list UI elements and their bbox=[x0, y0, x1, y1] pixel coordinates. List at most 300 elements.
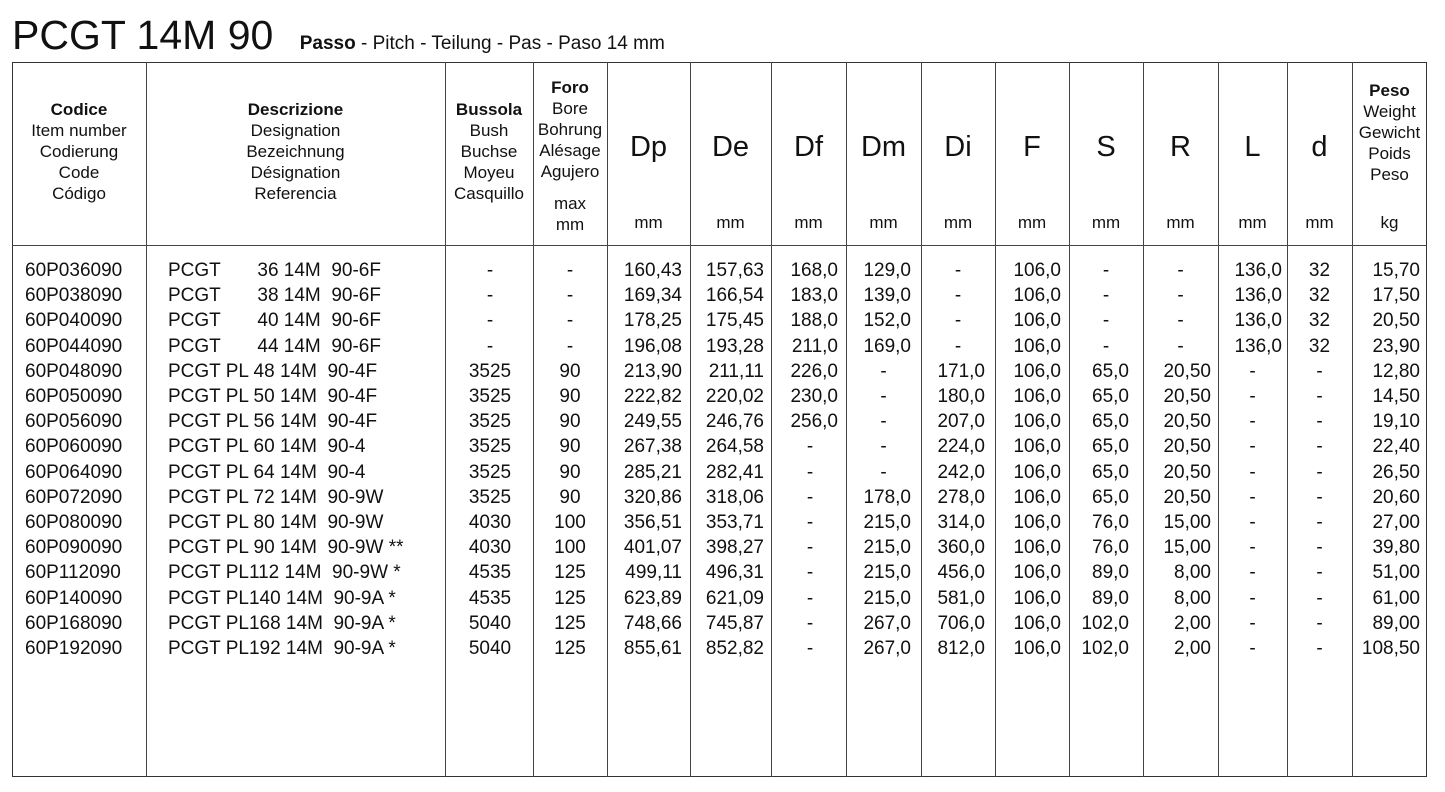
header-desc-line: Descrizione bbox=[247, 100, 344, 119]
cell-dp: 356,51 bbox=[623, 512, 682, 533]
cell-bush: - bbox=[486, 310, 494, 332]
cell-code: 60P072090 bbox=[25, 486, 123, 508]
header-weight bbox=[1352, 62, 1427, 245]
cell-d: - bbox=[1316, 537, 1323, 559]
cell-w: 26,50 bbox=[1372, 461, 1420, 483]
header-bush bbox=[445, 62, 533, 245]
cell-desc: PCGT 38 14M 90-6F bbox=[168, 285, 381, 307]
cell-l: - bbox=[1249, 436, 1256, 458]
header-de bbox=[690, 62, 771, 245]
cell-r: 20,50 bbox=[1163, 461, 1211, 483]
cell-bore: 125 bbox=[554, 587, 586, 609]
cell-df: 168,0 bbox=[790, 260, 838, 281]
cell-r: - bbox=[1177, 335, 1184, 357]
cell-dp: 249,55 bbox=[623, 411, 682, 433]
cell-f: 106,0 bbox=[1013, 360, 1061, 382]
cell-de: 211,11 bbox=[708, 360, 764, 382]
cell-dp: 320,86 bbox=[623, 486, 682, 508]
cell-di: 812,0 bbox=[937, 638, 985, 659]
table-row bbox=[0, 359, 1445, 384]
header-code-line: Code bbox=[58, 163, 100, 182]
cell-bush: 3525 bbox=[468, 436, 512, 458]
header-symbol: d bbox=[1311, 131, 1328, 163]
header-symbol: Di bbox=[944, 131, 972, 163]
cell-de: 264,58 bbox=[705, 436, 764, 458]
cell-df: 183,0 bbox=[790, 285, 838, 307]
cell-l: 136,0 bbox=[1234, 285, 1282, 307]
cell-di: 242,0 bbox=[937, 461, 985, 483]
cell-d: - bbox=[1316, 461, 1323, 483]
cell-w: 27,00 bbox=[1372, 512, 1420, 533]
cell-w: 14,50 bbox=[1372, 386, 1420, 407]
table-row bbox=[0, 384, 1445, 409]
cell-f: 106,0 bbox=[1013, 537, 1061, 559]
header-d bbox=[1287, 62, 1352, 245]
cell-l: 136,0 bbox=[1234, 335, 1282, 357]
cell-s: 65,0 bbox=[1092, 411, 1129, 433]
cell-code: 60P168090 bbox=[25, 612, 123, 634]
cell-di: - bbox=[954, 310, 962, 332]
cell-df: - bbox=[806, 587, 814, 609]
header-bore-line: Bohrung bbox=[537, 120, 603, 139]
cell-r: - bbox=[1177, 260, 1184, 281]
cell-bush: 5040 bbox=[468, 638, 512, 659]
header-symbol: De bbox=[711, 131, 750, 163]
cell-bore: - bbox=[566, 310, 574, 332]
cell-bush: 5040 bbox=[468, 612, 512, 634]
header-code-line: Item number bbox=[31, 121, 127, 140]
cell-df: 211,0 bbox=[791, 335, 838, 357]
table-row bbox=[0, 283, 1445, 308]
cell-code: 60P048090 bbox=[25, 360, 123, 382]
header-unit: mm bbox=[1305, 213, 1334, 232]
header-bore-line: Agujero bbox=[540, 162, 600, 181]
header-code bbox=[12, 62, 146, 245]
cell-dm: 215,0 bbox=[863, 587, 911, 609]
header-bush-line: Moyeu bbox=[463, 163, 515, 182]
cell-w: 19,10 bbox=[1372, 411, 1420, 433]
header-bore bbox=[533, 62, 607, 245]
cell-de: 318,06 bbox=[705, 486, 764, 508]
title-row bbox=[12, 10, 665, 60]
cell-d: - bbox=[1316, 436, 1323, 458]
cell-dm: - bbox=[880, 386, 887, 407]
header-symbol: F bbox=[1023, 131, 1041, 163]
cell-desc: PCGT PL 64 14M 90-4 bbox=[168, 461, 366, 483]
table-row bbox=[0, 510, 1445, 535]
header-desc-line: Désignation bbox=[250, 163, 341, 182]
cell-de: 745,87 bbox=[705, 612, 764, 634]
cell-w: 51,00 bbox=[1372, 562, 1420, 584]
cell-r: 20,50 bbox=[1163, 486, 1211, 508]
header-unit: mm bbox=[634, 213, 663, 232]
cell-bush: 3525 bbox=[468, 360, 512, 382]
cell-bore: 100 bbox=[554, 537, 586, 559]
header-dm bbox=[846, 62, 921, 245]
cell-df: 188,0 bbox=[790, 310, 838, 332]
cell-di: 456,0 bbox=[937, 562, 985, 584]
cell-r: 20,50 bbox=[1163, 386, 1211, 407]
cell-desc: PCGT PL 72 14M 90-9W bbox=[168, 486, 384, 508]
header-unit: mm bbox=[943, 213, 973, 232]
cell-l: - bbox=[1249, 537, 1256, 559]
cell-dp: 169,34 bbox=[623, 285, 682, 307]
cell-bore: 90 bbox=[559, 486, 581, 508]
cell-d: - bbox=[1316, 512, 1323, 533]
cell-bush: 3525 bbox=[468, 486, 512, 508]
cell-de: 246,76 bbox=[705, 411, 764, 433]
cell-code: 60P090090 bbox=[25, 537, 123, 559]
header-unit: mm bbox=[1166, 213, 1195, 232]
cell-r: 20,50 bbox=[1163, 360, 1211, 382]
header-desc-line: Bezeichnung bbox=[246, 142, 345, 161]
cell-w: 17,50 bbox=[1372, 285, 1420, 307]
header-desc-line: Designation bbox=[250, 121, 341, 140]
header-bush-line: Casquillo bbox=[454, 184, 524, 203]
header-bore-line: Alésage bbox=[539, 141, 601, 160]
cell-w: 39,80 bbox=[1372, 537, 1420, 559]
cell-r: 8,00 bbox=[1174, 562, 1211, 584]
cell-f: 106,0 bbox=[1013, 512, 1061, 533]
cell-w: 20,50 bbox=[1372, 310, 1420, 332]
cell-bush: - bbox=[486, 335, 494, 357]
cell-de: 166,54 bbox=[705, 285, 764, 307]
cell-df: - bbox=[806, 436, 814, 458]
header-bush-line: Buchse bbox=[460, 142, 518, 161]
header-dp bbox=[607, 62, 690, 245]
header-description bbox=[146, 62, 445, 245]
header-bore-unit: max bbox=[553, 194, 587, 213]
cell-desc: PCGT 40 14M 90-6F bbox=[168, 310, 381, 332]
cell-d: 32 bbox=[1308, 310, 1331, 332]
cell-bush: 3525 bbox=[468, 386, 512, 407]
header-bush-line: Bush bbox=[469, 121, 509, 140]
header-unit: mm bbox=[1091, 213, 1121, 232]
cell-bore: 90 bbox=[559, 386, 581, 407]
cell-de: 282,41 bbox=[705, 461, 764, 483]
cell-dm: 267,0 bbox=[863, 612, 911, 634]
header-l bbox=[1218, 62, 1287, 245]
table-row bbox=[0, 460, 1445, 485]
table-row bbox=[0, 535, 1445, 560]
cell-w: 15,70 bbox=[1372, 260, 1420, 281]
cell-s: - bbox=[1102, 285, 1110, 307]
cell-s: - bbox=[1102, 310, 1110, 332]
cell-bush: 3525 bbox=[468, 411, 512, 433]
cell-s: 65,0 bbox=[1092, 486, 1129, 508]
cell-desc: PCGT PL 60 14M 90-4 bbox=[168, 436, 366, 458]
cell-bore: 125 bbox=[554, 562, 586, 584]
cell-bore: - bbox=[566, 285, 574, 307]
cell-dp: 196,08 bbox=[623, 335, 682, 357]
cell-f: 106,0 bbox=[1013, 461, 1061, 483]
cell-s: 65,0 bbox=[1092, 436, 1129, 458]
cell-df: - bbox=[806, 512, 814, 533]
cell-code: 60P060090 bbox=[25, 436, 123, 458]
cell-code: 60P064090 bbox=[25, 461, 123, 483]
pitch-label-bold: Passo bbox=[299, 33, 356, 54]
cell-dm: 215,0 bbox=[863, 537, 911, 559]
cell-di: 278,0 bbox=[937, 486, 985, 508]
header-di bbox=[921, 62, 995, 245]
table-row bbox=[0, 434, 1445, 459]
cell-de: 496,31 bbox=[705, 562, 764, 584]
cell-bore: 90 bbox=[559, 436, 581, 458]
header-weight-line: Poids bbox=[1368, 144, 1411, 163]
cell-s: 89,0 bbox=[1092, 562, 1129, 584]
cell-de: 193,28 bbox=[705, 335, 764, 357]
header-unit: mm bbox=[794, 213, 823, 232]
cell-dp: 222,82 bbox=[623, 386, 682, 407]
cell-de: 157,63 bbox=[705, 260, 764, 281]
cell-code: 60P038090 bbox=[25, 285, 123, 307]
cell-code: 60P040090 bbox=[25, 310, 123, 332]
cell-bush: 4535 bbox=[468, 587, 512, 609]
cell-bore: 90 bbox=[559, 360, 581, 382]
cell-dp: 267,38 bbox=[623, 436, 682, 458]
cell-dp: 855,61 bbox=[623, 638, 682, 659]
cell-w: 20,60 bbox=[1372, 486, 1420, 508]
cell-code: 60P192090 bbox=[25, 638, 123, 659]
cell-l: - bbox=[1249, 386, 1256, 407]
cell-dp: 285,21 bbox=[623, 461, 682, 483]
cell-dm: - bbox=[880, 461, 887, 483]
cell-f: 106,0 bbox=[1013, 562, 1061, 584]
cell-r: 20,50 bbox=[1163, 411, 1211, 433]
cell-code: 60P056090 bbox=[25, 411, 123, 433]
cell-s: 65,0 bbox=[1092, 461, 1129, 483]
table-row bbox=[0, 560, 1445, 585]
cell-r: 20,50 bbox=[1163, 436, 1211, 458]
cell-di: 314,0 bbox=[937, 512, 985, 533]
cell-dp: 748,66 bbox=[623, 612, 682, 634]
header-weight-line: Weight bbox=[1363, 102, 1416, 121]
cell-f: 106,0 bbox=[1013, 285, 1061, 307]
cell-bore: 125 bbox=[554, 612, 586, 634]
cell-s: 65,0 bbox=[1092, 360, 1129, 382]
cell-w: 23,90 bbox=[1372, 335, 1420, 357]
pitch-caption bbox=[300, 33, 665, 54]
cell-di: 207,0 bbox=[937, 411, 985, 433]
header-code-line: Codice bbox=[50, 100, 108, 119]
cell-l: - bbox=[1249, 360, 1256, 382]
cell-f: 106,0 bbox=[1013, 638, 1061, 659]
cell-de: 852,82 bbox=[705, 638, 764, 659]
cell-di: - bbox=[954, 335, 962, 357]
cell-s: 102,0 bbox=[1081, 612, 1129, 634]
cell-desc: PCGT PL192 14M 90-9A * bbox=[168, 638, 396, 659]
cell-bore: 125 bbox=[554, 638, 586, 659]
cell-f: 106,0 bbox=[1013, 310, 1061, 332]
header-df bbox=[771, 62, 846, 245]
cell-desc: PCGT PL 48 14M 90-4F bbox=[168, 360, 378, 382]
cell-desc: PCGT PL 90 14M 90-9W ** bbox=[168, 537, 404, 559]
table-row bbox=[0, 258, 1445, 283]
cell-d: - bbox=[1316, 360, 1323, 382]
header-symbol: S bbox=[1096, 131, 1116, 163]
cell-df: - bbox=[806, 562, 814, 584]
cell-df: - bbox=[806, 486, 814, 508]
cell-dm: 139,0 bbox=[863, 285, 911, 307]
cell-bush: - bbox=[486, 285, 494, 307]
header-divider bbox=[12, 245, 1427, 246]
cell-d: 32 bbox=[1308, 335, 1331, 357]
header-symbol: Dp bbox=[629, 131, 668, 163]
product-title: PCGT 14M 90 bbox=[12, 12, 274, 58]
cell-df: 256,0 bbox=[790, 411, 838, 433]
cell-dm: - bbox=[880, 411, 887, 433]
cell-de: 175,45 bbox=[705, 310, 764, 332]
cell-code: 60P036090 bbox=[25, 260, 123, 281]
cell-bush: 3525 bbox=[468, 461, 512, 483]
cell-s: 76,0 bbox=[1092, 537, 1129, 559]
header-bush-line: Bussola bbox=[455, 100, 523, 119]
cell-dm: 215,0 bbox=[863, 512, 911, 533]
cell-desc: PCGT PL 80 14M 90-9W bbox=[168, 512, 384, 533]
header-bore-line: Bore bbox=[552, 99, 588, 118]
header-unit: mm bbox=[1017, 213, 1047, 232]
cell-bore: 90 bbox=[559, 461, 581, 483]
header-unit: mm bbox=[869, 213, 898, 232]
cell-r: 2,00 bbox=[1174, 638, 1211, 659]
cell-desc: PCGT 36 14M 90-6F bbox=[168, 260, 381, 281]
cell-di: - bbox=[954, 285, 962, 307]
cell-d: - bbox=[1316, 638, 1323, 659]
cell-di: - bbox=[954, 260, 962, 281]
cell-desc: PCGT 44 14M 90-6F bbox=[168, 335, 381, 357]
cell-f: 106,0 bbox=[1013, 411, 1061, 433]
cell-r: 15,00 bbox=[1163, 537, 1211, 559]
cell-dp: 623,89 bbox=[623, 587, 682, 609]
cell-s: - bbox=[1102, 260, 1110, 281]
cell-dp: 178,25 bbox=[623, 310, 682, 332]
cell-df: - bbox=[806, 638, 814, 659]
cell-f: 106,0 bbox=[1013, 486, 1061, 508]
cell-l: - bbox=[1249, 461, 1256, 483]
cell-dp: 160,43 bbox=[623, 260, 682, 281]
table-row bbox=[0, 308, 1445, 333]
cell-s: 65,0 bbox=[1092, 386, 1129, 407]
cell-l: - bbox=[1249, 612, 1256, 634]
cell-d: - bbox=[1316, 386, 1323, 407]
cell-df: 230,0 bbox=[790, 386, 838, 407]
table-row bbox=[0, 409, 1445, 434]
cell-r: 8,00 bbox=[1174, 587, 1211, 609]
cell-dm: 169,0 bbox=[863, 335, 911, 357]
cell-f: 106,0 bbox=[1013, 436, 1061, 458]
cell-de: 220,02 bbox=[705, 386, 764, 407]
cell-l: - bbox=[1249, 562, 1256, 584]
header-weight-line: Peso bbox=[1369, 81, 1410, 100]
header-r bbox=[1143, 62, 1218, 245]
cell-code: 60P080090 bbox=[25, 512, 123, 533]
cell-d: 32 bbox=[1308, 260, 1331, 281]
cell-di: 171,0 bbox=[937, 360, 985, 382]
cell-df: 226,0 bbox=[790, 360, 838, 382]
cell-di: 224,0 bbox=[937, 436, 985, 458]
cell-w: 22,40 bbox=[1372, 436, 1420, 458]
cell-code: 60P112090 bbox=[25, 562, 121, 584]
cell-desc: PCGT PL168 14M 90-9A * bbox=[168, 612, 396, 634]
cell-di: 180,0 bbox=[937, 386, 985, 407]
cell-dm: 152,0 bbox=[863, 310, 911, 332]
cell-de: 398,27 bbox=[705, 537, 764, 559]
cell-bush: 4030 bbox=[468, 537, 512, 559]
cell-bush: - bbox=[486, 260, 494, 281]
header-weight-line: Gewicht bbox=[1358, 123, 1421, 142]
cell-f: 106,0 bbox=[1013, 587, 1061, 609]
cell-df: - bbox=[806, 612, 814, 634]
header-unit: kg bbox=[1380, 213, 1399, 232]
cell-di: 581,0 bbox=[937, 587, 985, 609]
cell-s: 76,0 bbox=[1092, 512, 1129, 533]
cell-df: - bbox=[806, 537, 814, 559]
header-symbol: R bbox=[1170, 131, 1191, 163]
cell-desc: PCGT PL 50 14M 90-4F bbox=[168, 386, 378, 407]
cell-d: 32 bbox=[1308, 285, 1331, 307]
cell-desc: PCGT PL140 14M 90-9A * bbox=[168, 587, 396, 609]
cell-w: 12,80 bbox=[1372, 360, 1420, 382]
header-unit: mm bbox=[1238, 213, 1267, 232]
table-row bbox=[0, 485, 1445, 510]
cell-d: - bbox=[1316, 562, 1323, 584]
cell-s: 102,0 bbox=[1081, 638, 1129, 659]
cell-r: - bbox=[1177, 310, 1184, 332]
header-symbol: Dm bbox=[860, 131, 907, 163]
header-bore-line: Foro bbox=[551, 78, 589, 97]
header-weight-line: Peso bbox=[1370, 165, 1409, 184]
cell-l: 136,0 bbox=[1234, 260, 1282, 281]
cell-r: 15,00 bbox=[1163, 512, 1211, 533]
header-symbol: Df bbox=[794, 131, 823, 163]
cell-bore: - bbox=[566, 335, 574, 357]
cell-dp: 401,07 bbox=[623, 537, 682, 559]
cell-s: - bbox=[1102, 335, 1110, 357]
cell-dp: 213,90 bbox=[623, 360, 682, 382]
cell-desc: PCGT PL 56 14M 90-4F bbox=[168, 411, 378, 433]
header-code-line: Código bbox=[52, 184, 106, 203]
cell-bore: 100 bbox=[554, 512, 586, 533]
table-row bbox=[0, 586, 1445, 611]
header-code-line: Codierung bbox=[39, 142, 119, 161]
cell-dp: 499,11 bbox=[625, 562, 682, 584]
header-desc-line: Referencia bbox=[254, 184, 337, 203]
cell-l: - bbox=[1249, 587, 1256, 609]
cell-f: 106,0 bbox=[1013, 260, 1061, 281]
cell-d: - bbox=[1316, 612, 1323, 634]
cell-bore: - bbox=[566, 260, 574, 281]
cell-s: 89,0 bbox=[1092, 587, 1129, 609]
cell-r: - bbox=[1177, 285, 1184, 307]
cell-dm: 129,0 bbox=[863, 260, 911, 281]
table-row bbox=[0, 334, 1445, 359]
cell-de: 353,71 bbox=[705, 512, 764, 533]
cell-bush: 4535 bbox=[468, 562, 512, 584]
header-f bbox=[995, 62, 1069, 245]
header-unit: mm bbox=[716, 213, 745, 232]
cell-l: 136,0 bbox=[1234, 310, 1282, 332]
pitch-label-rest: - Pitch - Teilung - Pas - Paso 14 mm bbox=[355, 33, 665, 54]
cell-l: - bbox=[1249, 512, 1256, 533]
cell-w: 108,50 bbox=[1361, 638, 1420, 659]
cell-w: 89,00 bbox=[1372, 612, 1420, 634]
header-symbol: L bbox=[1244, 131, 1261, 163]
header-bore-unit: mm bbox=[555, 215, 585, 234]
cell-dm: 267,0 bbox=[863, 638, 911, 659]
cell-dm: - bbox=[880, 360, 887, 382]
cell-bore: 90 bbox=[559, 411, 581, 433]
cell-d: - bbox=[1316, 486, 1323, 508]
